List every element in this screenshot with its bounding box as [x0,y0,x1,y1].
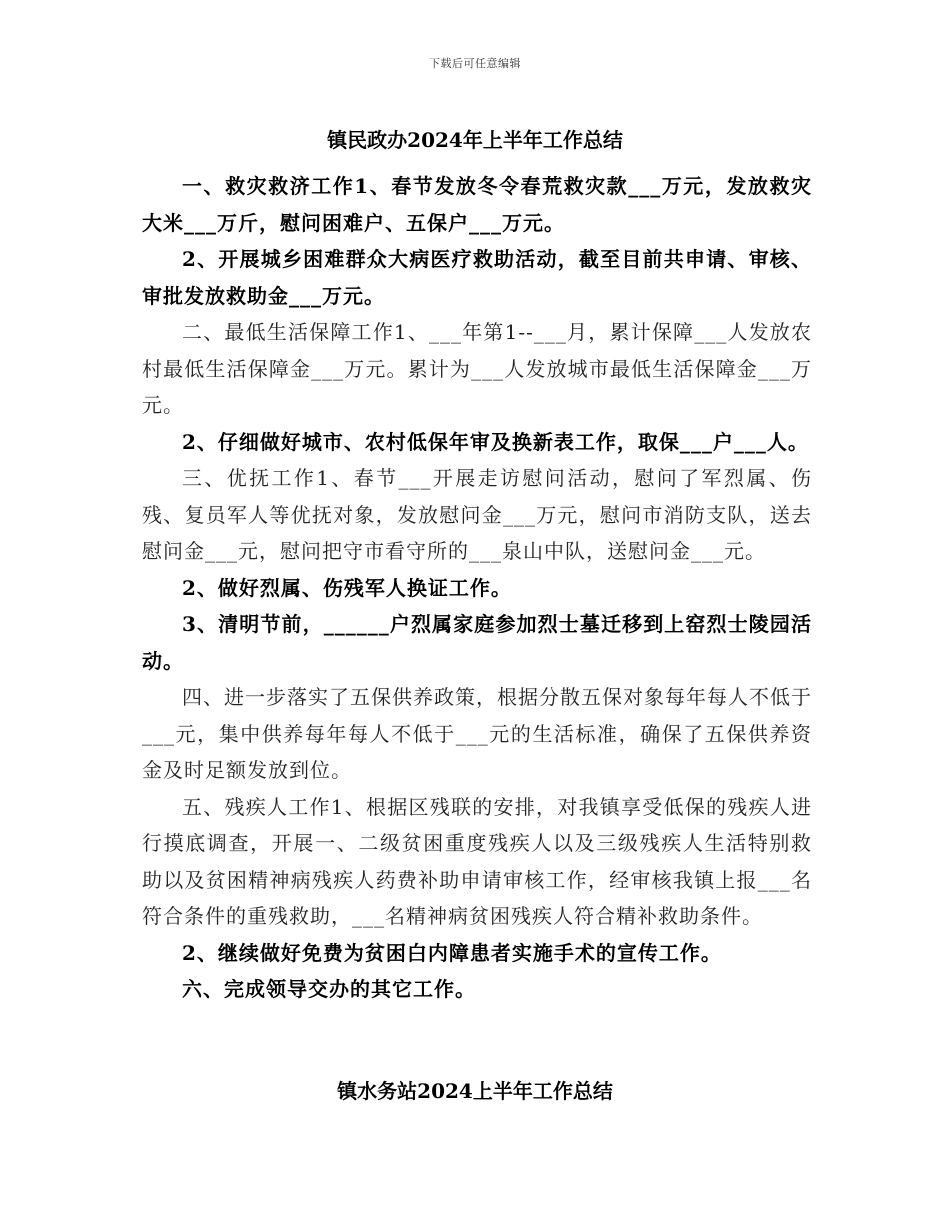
next-section-title: 镇水务站2024上半年工作总结 [337,1079,613,1103]
paragraph-10: 2、继续做好免费为贫困白内障患者实施手术的宣传工作。 [182,940,722,965]
document-body [142,168,812,1008]
paragraph-6: 2、做好烈属、伤残军人换证工作。 [182,575,512,600]
paragraph-9: 五、残疾人工作1、根据区残联的安排，对我镇享受低保的残疾人进行摸底调查，开展一、二级贫困重度残疾人以及三级残疾人生活特别救助以及贫困精神病残疾人药费补助申请审核工作，经审核我镇上报___名符合条件的重残救助，___名精神病贫困残疾人符合精补救助条件。 [142,794,812,928]
paragraph-3: 二、最低生活保障工作1、___年第1--___月，累计保障___人发放农村最低生活保障金___万元。累计为___人发放城市最低生活保障金___万元。 [142,320,812,417]
paragraph-4: 2、仔细做好城市、农村低保年审及换新表工作，取保___户___人。 [182,429,809,454]
page-header: 下载后可任意编辑 [429,57,521,70]
paragraph-2: 2、开展城乡困难群众大病医疗救助活动，截至目前共申请、审核、审批发放救助金___万元。 [142,247,812,308]
paragraph-11: 六、完成领导交办的其它工作。 [182,977,476,1001]
paragraph-8: 四、进一步落实了五保供养政策，根据分散五保对象每年每人不低于___元，集中供养每年每人不低于___元的生活标准，确保了五保供养资金及时足额发放到位。 [142,685,812,782]
paragraph-5: 三、优抚工作1、春节___开展走访慰问活动，慰问了军烈属、伤残、复员军人等优抚对象，发放慰问金___万元，慰问市消防支队，送去慰问金___元，慰问把守市看守所的___泉山中队，送慰问金___元。 [142,466,812,563]
document-title: 镇民政办2024年上半年工作总结 [327,128,623,152]
paragraph-7: 3、清明节前，______户烈属家庭参加烈士墓迁移到上窑烈士陵园活动。 [142,612,812,673]
paragraph-1: 一、救灾救济工作1、春节发放冬令春荒救灾款___万元，发放救灾大米___万斤，慰问困难户、五保户___万元。 [142,174,812,235]
